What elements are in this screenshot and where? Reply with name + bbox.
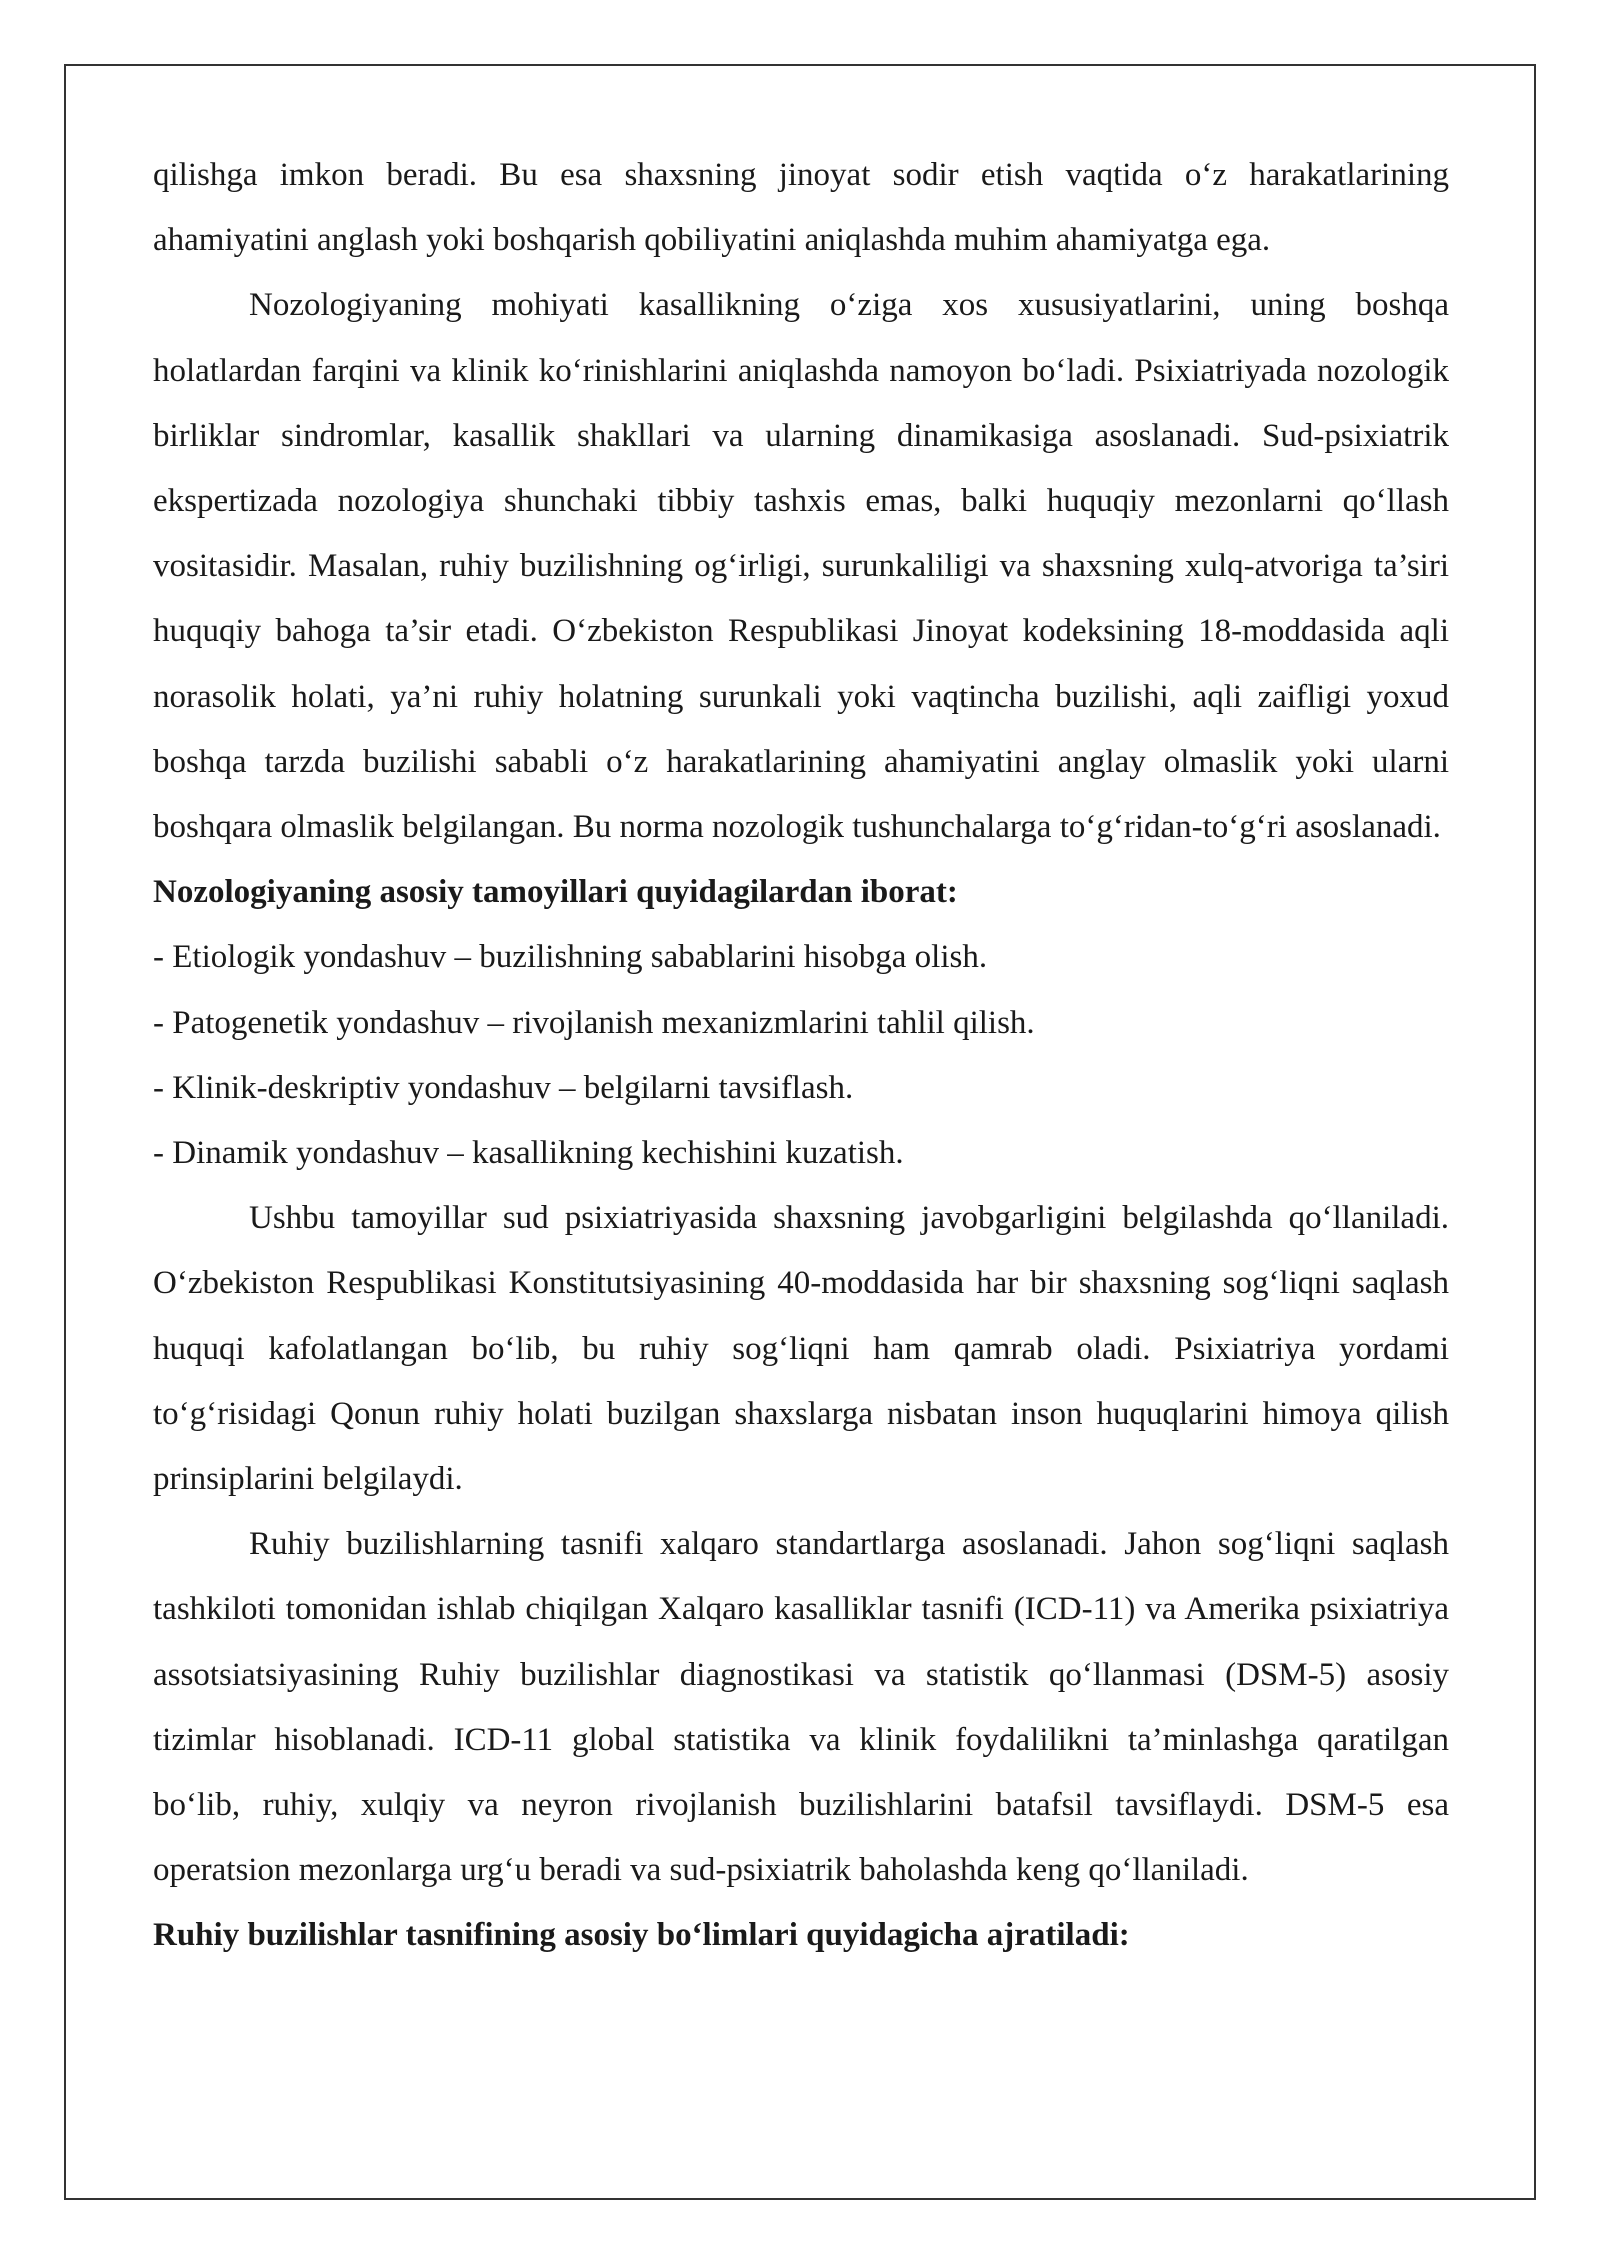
paragraph-tasnif: Ruhiy buzilishlarning tasnifi xalqaro standartlarga asoslanadi. Jahon sog‘liqni saqlash tashkiloti tomonidan ishlab chiqilgan Xalqaro kasalliklar tasnifi (ICD-11) va Amerika psixiatriya assotsiatsiyasining Ruhiy buzilishlar diagnostikasi va statistik qo‘llanmasi (DSM-5) asosiy tizimlar hisoblanadi. ICD-11 global statistika va klinik foydalilikni ta’minlashga qaratilgan bo‘lib, ruhiy, xulqiy va neyron rivojlanish buzilishlarini batafsil tavsiflaydi. DSM-5 esa operatsion mezonlarga urg‘u beradi va sud-psixiatrik baholashda keng qo‘llaniladi.: [153, 1526, 1449, 1889]
heading-tasnif-bolimlari: Ruhiy buzilishlar tasnifining asosiy bo‘limlari quyidagicha ajratiladi:: [153, 1917, 1130, 1954]
heading-tamoyillar: Nozologiyaning asosiy tamoyillari quyidagilardan iborat:: [153, 874, 958, 911]
list-item-klinik-deskriptiv: - Klinik-deskriptiv yondashuv – belgilarni tavsiflash.: [153, 1069, 854, 1106]
document-body: [153, 143, 1449, 1969]
paragraph-continuation: qilishga imkon beradi. Bu esa shaxsning jinoyat sodir etish vaqtida o‘z harakatlarining ahamiyatini anglash yoki boshqarish qobiliyatini aniqlashda muhim ahamiyatga ega.: [153, 157, 1449, 259]
list-item-patogenetik: - Patogenetik yondashuv – rivojlanish mexanizmlarini tahlil qilish.: [153, 1004, 1035, 1041]
list-item-dinamik: - Dinamik yondashuv – kasallikning kechishini kuzatish.: [153, 1135, 904, 1172]
list-item-etiologik: - Etiologik yondashuv – buzilishning sabablarini hisobga olish.: [153, 939, 988, 976]
paragraph-nozologiya-mohiyati: Nozologiyaning mohiyati kasallikning o‘ziga xos xususiyatlarini, uning boshqa holatlardan farqini va klinik ko‘rinishlarini aniqlashda namoyon bo‘ladi. Psixiatriyada nozologik birliklar sindromlar, kasallik shakllari va ularning dinamikasiga asoslanadi. Sud-psixiatrik ekspertizada nozologiya shunchaki tibbiy tashxis emas, balki huquqiy mezonlarni qo‘llash vositasidir. Masalan, ruhiy buzilishning og‘irligi, surunkaliligi va shaxsning xulq-atvoriga ta’siri huquqiy bahoga ta’sir etadi. O‘zbekiston Respublikasi Jinoyat kodeksining 18-moddasida aqli norasolik holati, ya’ni ruhiy holatning surunkali yoki vaqtincha buzilishi, aqli zaifligi yoxud boshqa tarzda buzilishi sababli o‘z harakatlarining ahamiyatini anglay olmaslik yoki ularni boshqara olmaslik belgilangan. Bu norma nozologik tushunchalarga to‘g‘ridan-to‘g‘ri asoslanadi.: [153, 287, 1449, 846]
paragraph-tamoyillar-qollanilishi: Ushbu tamoyillar sud psixiatriyasida shaxsning javobgarligini belgilashda qo‘llaniladi. O‘zbekiston Respublikasi Konstitutsiyasining 40-moddasida har bir shaxsning sog‘liqni saqlash huquqi kafolatlangan bo‘lib, bu ruhiy sog‘liqni ham qamrab oladi. Psixiatriya yordami to‘g‘risidagi Qonun ruhiy holati buzilgan shaxslarga nisbatan inson huquqlarini himoya qilish prinsiplarini belgilaydi.: [153, 1200, 1449, 1498]
